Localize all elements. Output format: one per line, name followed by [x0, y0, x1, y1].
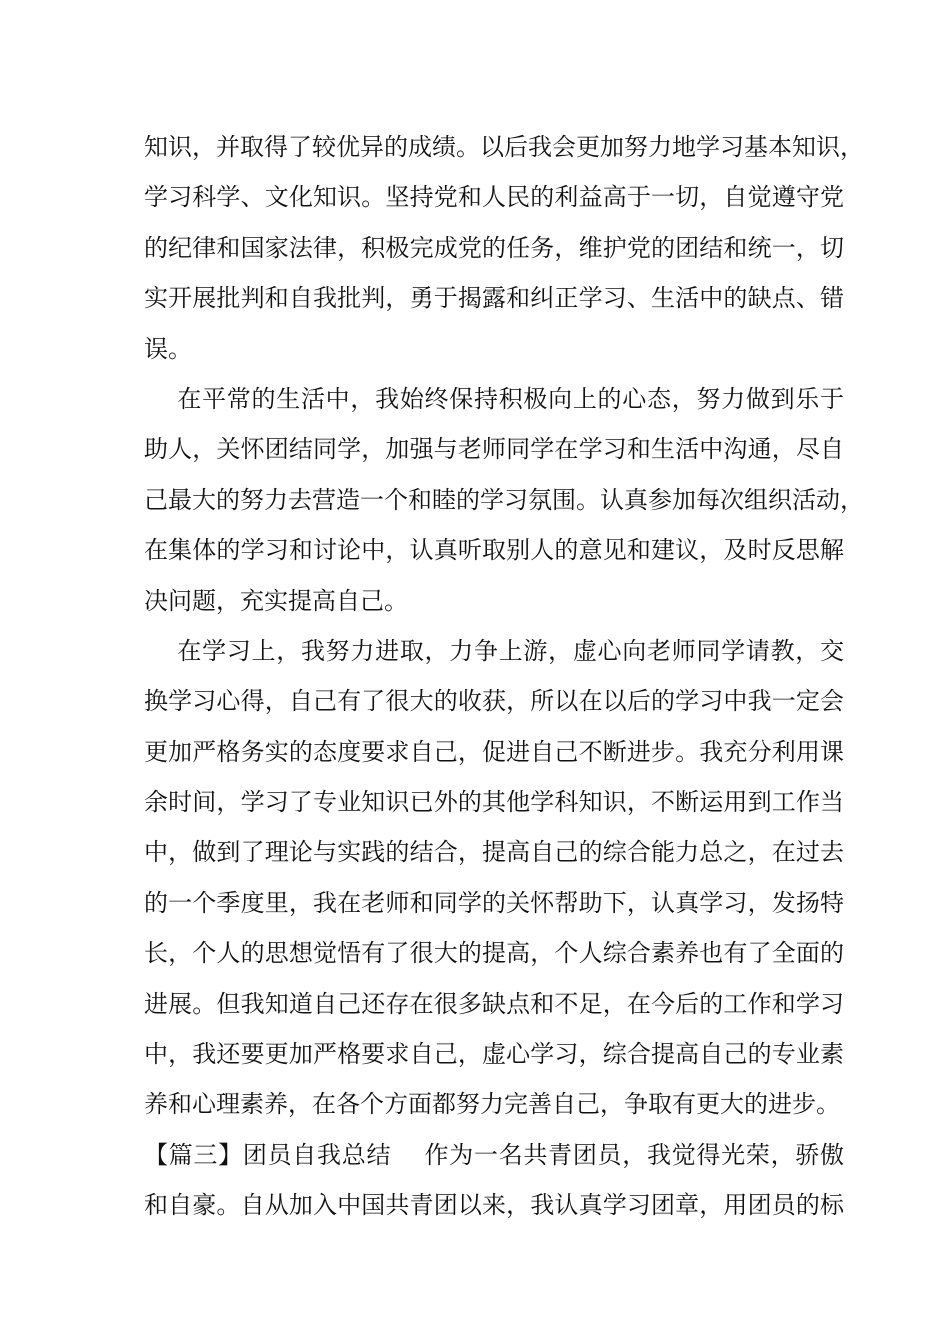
text-line: 【篇三】团员自我总结 作为一名共青团员，我觉得光荣，骄傲 — [144, 1140, 844, 1169]
text-line: 知识，并取得了较优异的成绩。以后我会更加努力地学习基本知识， — [144, 133, 864, 161]
text-line: 的纪律和国家法律，积极完成党的任务，维护党的团结和统一，切 — [144, 233, 844, 262]
text-line: 换学习心得，自己有了很大的收获，所以在以后的学习中我一定会 — [144, 687, 844, 716]
text-line: 和自豪。自从加入中国共青团以来，我认真学习团章，用团员的标 — [144, 1191, 844, 1220]
text-line: 中，做到了理论与实践的结合，提高自己的综合能力总之，在过去 — [144, 838, 844, 867]
text-line: 的一个季度里，我在老师和同学的关怀帮助下，认真学习，发扬特 — [144, 888, 844, 917]
text-line: 余时间，学习了专业知识已外的其他学科知识，不断运用到工作当 — [144, 788, 844, 817]
text-line: 在集体的学习和讨论中，认真听取别人的意见和建议，及时反思解 — [144, 536, 844, 565]
text-line: 养和心理素养，在各个方面都努力完善自己，争取有更大的进步。 — [144, 1090, 840, 1119]
text-line: 误。 — [144, 334, 192, 363]
document-body — [144, 122, 864, 1231]
text-line: 中，我还要更加严格要求自己，虚心学习，综合提高自己的专业素 — [144, 1040, 844, 1069]
text-line: 助人，关怀团结同学，加强与老师同学在学习和生活中沟通，尽自 — [144, 435, 844, 464]
text-line: 实开展批判和自我批判，勇于揭露和纠正学习、生活中的缺点、错 — [144, 284, 844, 313]
text-line: 更加严格务实的态度要求自己，促进自己不断进步。我充分利用课 — [144, 737, 844, 766]
text-line: 在平常的生活中，我始终保持积极向上的心态，努力做到乐于 — [144, 384, 844, 413]
text-line: 决问题，充实提高自己。 — [144, 586, 408, 615]
text-line: 长，个人的思想觉悟有了很大的提高，个人综合素养也有了全面的 — [144, 939, 844, 968]
text-line: 在学习上，我努力进取，力争上游，虚心向老师同学请教，交 — [144, 636, 844, 665]
text-line: 学习科学、文化知识。坚持党和人民的利益高于一切，自觉遵守党 — [144, 183, 844, 212]
text-line: 己最大的努力去营造一个和睦的学习氛围。认真参加每次组织活动， — [144, 485, 864, 514]
text-line: 进展。但我知道自己还存在很多缺点和不足，在今后的工作和学习 — [144, 989, 844, 1018]
